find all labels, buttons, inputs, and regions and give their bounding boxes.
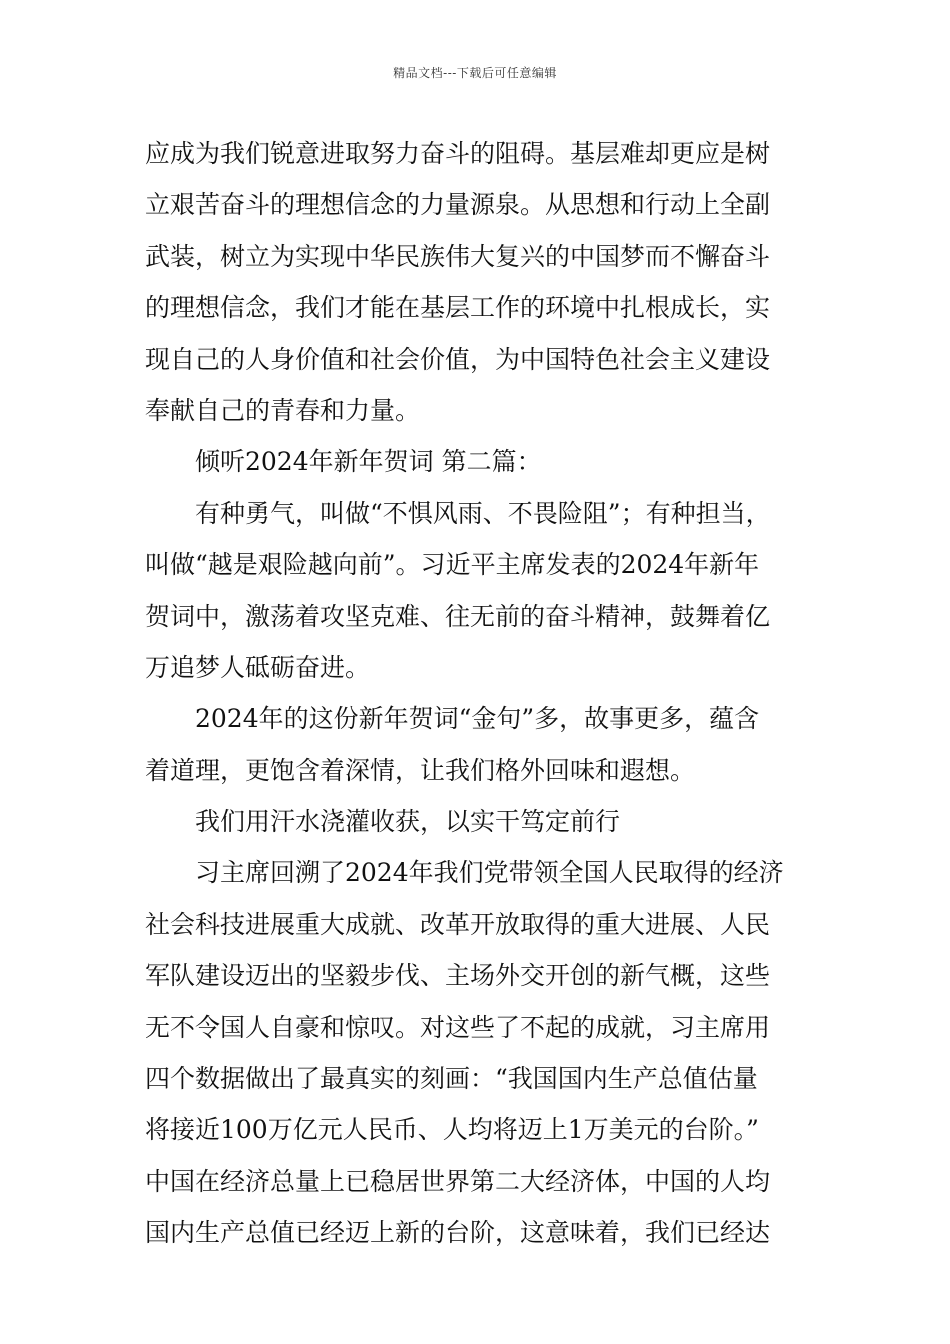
text-line: 四个数据做出了最真实的刻画：“我国国内生产总值估量 — [145, 1064, 758, 1094]
text-line: 有种勇气，叫做“不惧风雨、不畏险阻”；有种担当， — [195, 498, 771, 528]
text-line: 的理想信念，我们才能在基层工作的环境中扎根成长，实 — [145, 293, 771, 323]
text-line: 奉献自己的青春和力量。 — [145, 395, 421, 425]
text-line: 立艰苦奋斗的理想信念的力量源泉。从思想和行动上全副 — [145, 190, 771, 220]
text-line: 习主席回溯了2024年我们党带领全国人民取得的经济 — [195, 858, 784, 888]
text-line: 武装，树立为实现中华民族伟大复兴的中国梦而不懈奋斗 — [145, 241, 771, 271]
text-line: 万追梦人砥砺奋进。 — [145, 652, 371, 682]
text-line: 应成为我们锐意进取努力奋斗的阻碍。基层难却更应是树 — [145, 139, 771, 168]
text-line: 现自己的人身价值和社会价值，为中国特色社会主义建设 — [145, 344, 771, 374]
text-line: 将接近100万亿元人民币、人均将迈上1万美元的台阶。” — [145, 1115, 759, 1145]
text-line: 着道理，更饱含着深情，让我们格外回味和遐想。 — [145, 755, 696, 785]
text-line: 叫做“越是艰险越向前”。习近平主席发表的2024年新年 — [145, 550, 760, 580]
text-line: 我们用汗水浇灌收获，以实干笃定前行 — [195, 807, 621, 837]
document-body — [145, 128, 810, 1259]
text-line: 中国在经济总量上已稳居世界第二大经济体，中国的人均 — [145, 1166, 771, 1196]
text-line: 贺词中，激荡着攻坚克难、往无前的奋斗精神，鼓舞着亿 — [145, 601, 771, 631]
page-header: 精品文档---下载后可任意编辑 — [393, 66, 557, 80]
text-line: 2024年的这份新年贺词“金句”多，故事更多，蕴含 — [195, 704, 760, 734]
text-line: 社会科技进展重大成就、改革开放取得的重大进展、人民 — [145, 909, 771, 939]
text-line: 军队建设迈出的坚毅步伐、主场外交开创的新气概，这些 — [145, 961, 771, 991]
text-line: 倾听2024年新年贺词 第二篇： — [195, 447, 542, 477]
text-line: 无不令国人自豪和惊叹。对这些了不起的成就，习主席用 — [145, 1012, 771, 1042]
text-line: 国内生产总值已经迈上新的台阶，这意味着，我们已经达 — [145, 1218, 771, 1248]
